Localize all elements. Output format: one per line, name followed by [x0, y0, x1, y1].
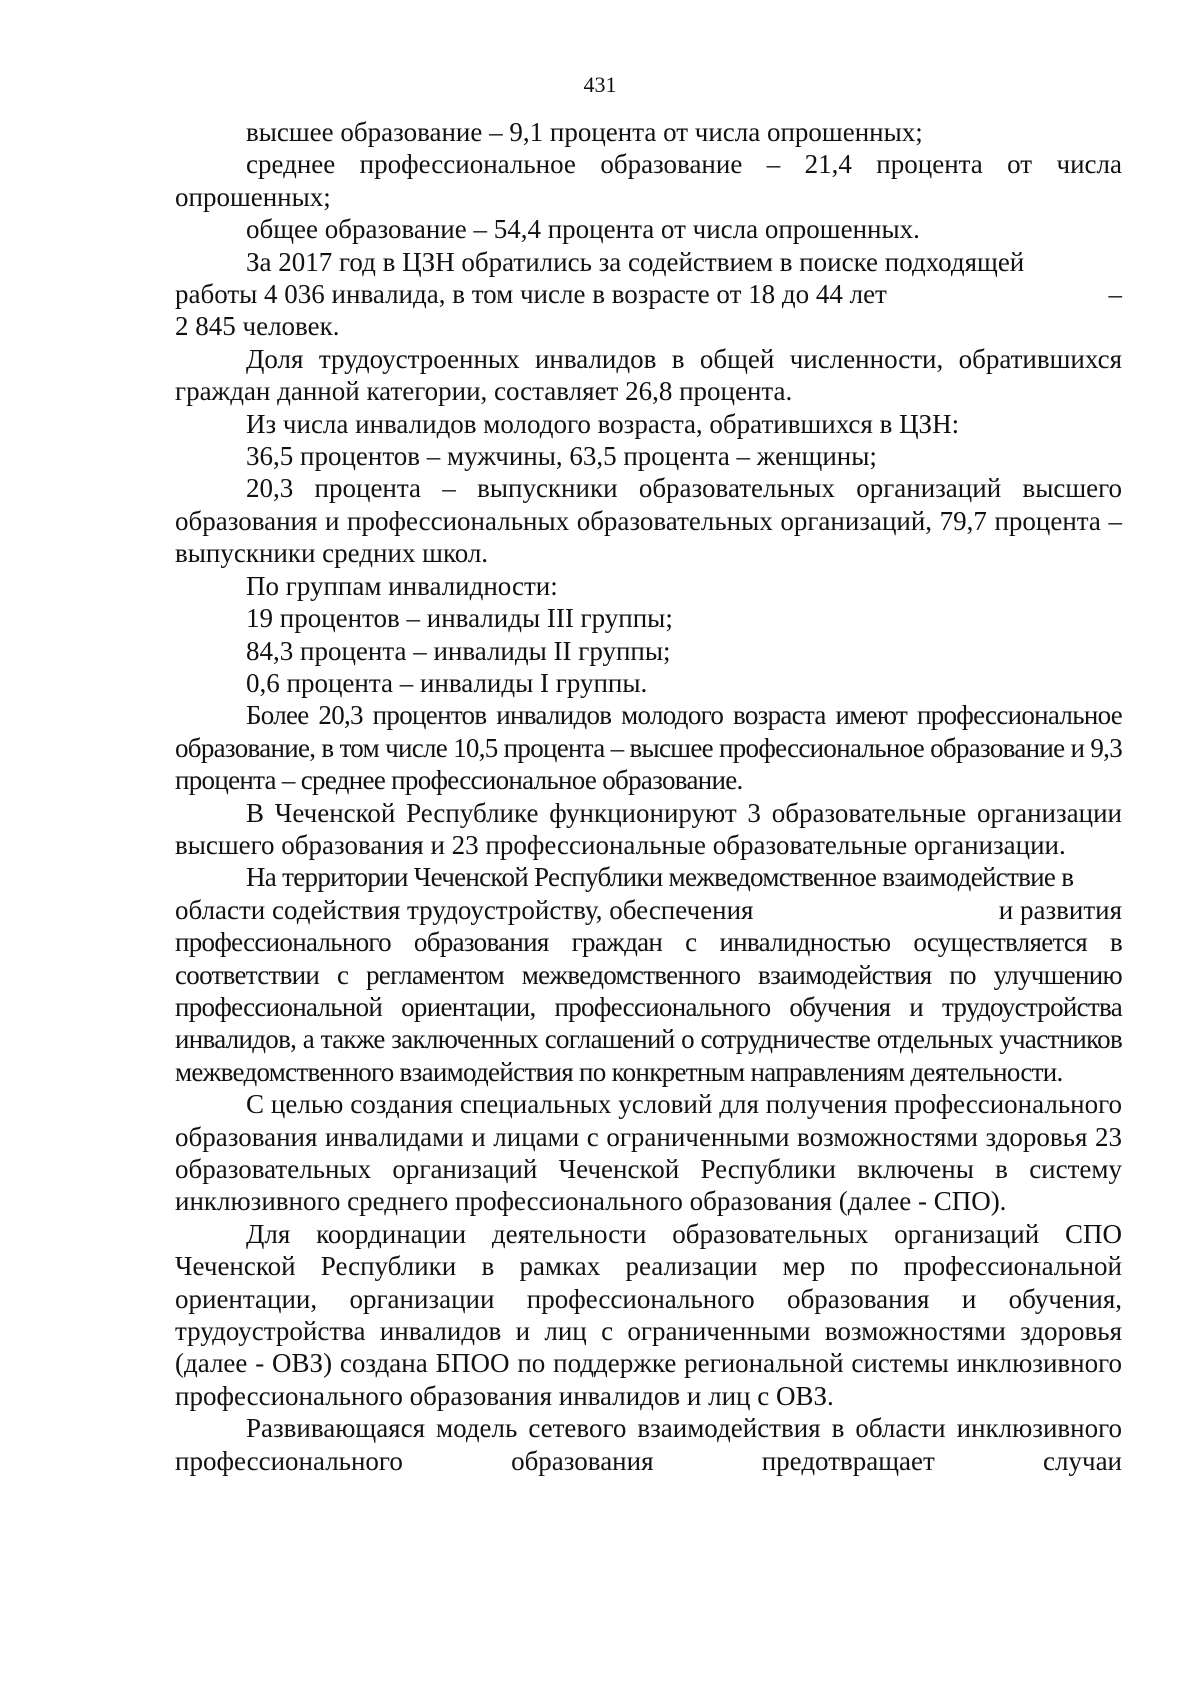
line-text-right: и развития — [998, 894, 1122, 925]
paragraph-young-disabled: Из числа инвалидов молодого возраста, обратившихся в ЦЗН: — [246, 408, 960, 439]
paragraph-higher-education: высшее образование – 9,1 процента от числа опрошенных; — [246, 117, 923, 147]
paragraph-group-iii: 19 процентов – инвалиды III группы; — [246, 603, 673, 634]
paragraph-network-model: Развивающаяся модель сетевого взаимодействия в области инклюзивного профессионального образования предотвращает случаи — [175, 1413, 1122, 1476]
paragraph-gender-split: 36,5 процентов – мужчины, 63,5 процента – женщины; — [246, 441, 877, 472]
paragraph-interagency-line2 — [175, 894, 1122, 926]
paragraph-interagency-line1: На территории Чеченской Республики межведомственное взаимодействие в — [246, 862, 1074, 893]
paragraph-groups-header: По группам инвалидности: — [246, 570, 558, 601]
document-body — [175, 116, 1122, 1477]
paragraph-employed-share: Доля трудоустроенных инвалидов в общей численности, обратившихся граждан данной категории, составляет 26,8 процента. — [175, 343, 1122, 407]
paragraph-2017-line2 — [175, 278, 1122, 310]
paragraph-general-education: общее образование – 54,4 процента от числа опрошенных. — [246, 214, 920, 245]
paragraph-special-conditions: С целью создания специальных условий для получения профессионального образования инвалидами и лицами с ограниченными возможностями здоровья 23 образовательных организаций Чеченской Республики включены в систему инклюзивного среднего профессионального образования (далее - СПО). — [175, 1089, 1122, 1217]
paragraph-2017-intro: За 2017 год в ЦЗН обратились за содействием в поиске подходящей — [246, 246, 1025, 277]
paragraph-2017-count: 2 845 человек. — [175, 311, 340, 342]
paragraph-coordination: Для координации деятельности образовательных организаций СПО Чеченской Республики в рамках реализации мер по профессиональной ориентации, организации профессионального образования и обучения, трудоустройства инвалидов и лиц с ограниченными возможностями здоровья (далее - ОВЗ) создана БПОО по поддержке региональной системы инклюзивного профессионального образования инвалидов и лиц с ОВЗ. — [175, 1218, 1122, 1411]
dash-mark: – — [1108, 279, 1122, 310]
paragraph-organizations: В Чеченской Республике функционируют 3 образовательные организации высшего образования и 23 профессиональные образовательные организации. — [175, 797, 1122, 860]
paragraph-graduates: 20,3 процента – выпускники образовательных организаций высшего образования и профессиональных образовательных организаций, 79,7 процента – выпускники средних школ. — [175, 473, 1122, 569]
line-text-left: области содействия трудоустройству, обеспечения — [175, 894, 754, 925]
paragraph-interagency-rest: профессионального образования граждан с инвалидностью осуществляется в соответствии с регламентом межведомственного взаимодействия по улучшению профессиональной ориентации, профессионального обучения и трудоустройства инвалидов, а также заключенных соглашений о сотрудничестве отдельных участников межведомственного взаимодействия по конкретным направлениям деятельности. — [175, 927, 1122, 1087]
paragraph-group-ii: 84,3 процента – инвалиды II группы; — [246, 635, 671, 666]
paragraph-vocational-education: Более 20,3 процентов инвалидов молодого возраста имеют профессиональное образование, в том числе 10,5 процента – высшее профессиональное образование и 9,3 процента – среднее профессиональное образование. — [175, 700, 1122, 796]
page-number: 431 — [583, 72, 617, 97]
line-text: работы 4 036 инвалида, в том числе в возрасте от 18 до 44 лет — [175, 279, 887, 310]
paragraph-secondary-vocational: среднее профессиональное образование – 21,4 процента от числа опрошенных; — [175, 149, 1122, 212]
paragraph-group-i: 0,6 процента – инвалиды I группы. — [246, 667, 648, 698]
